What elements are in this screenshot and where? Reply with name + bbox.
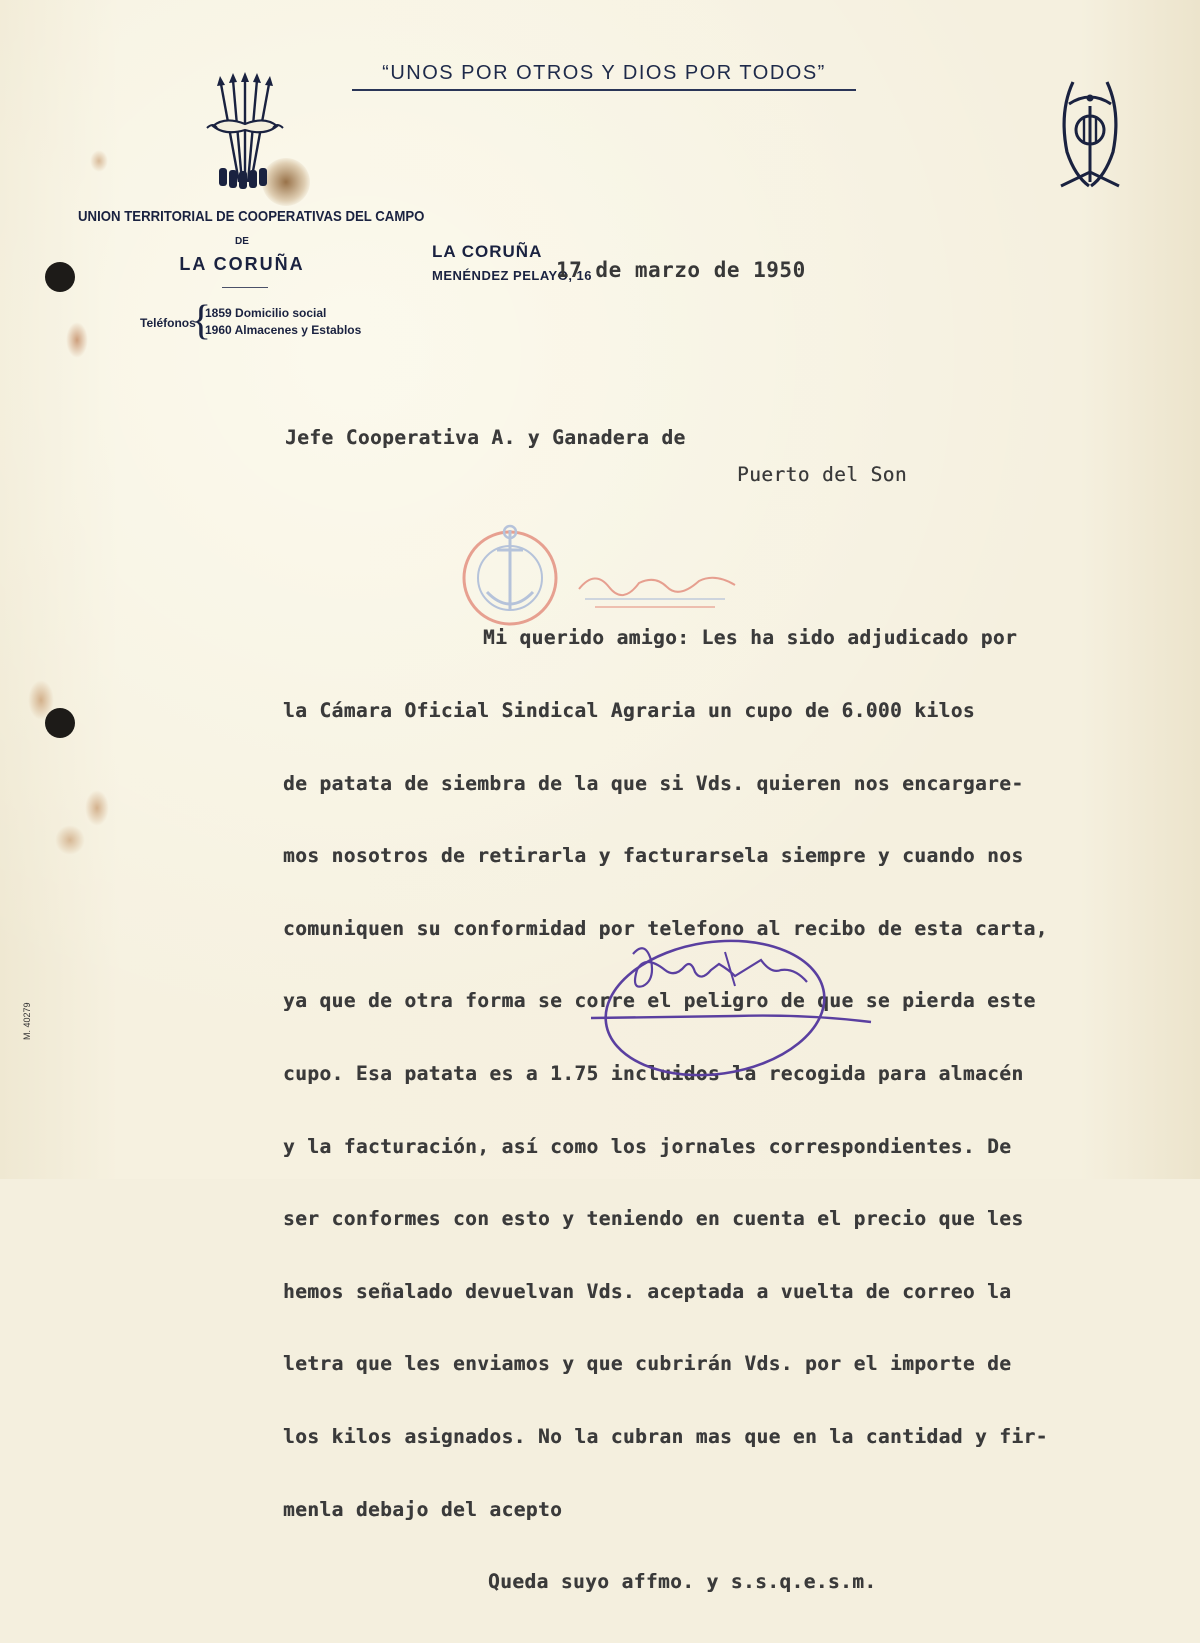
- body-line: de patata de siembra de la que si Vds. quieren nos encargare-: [283, 771, 1024, 795]
- body-line: mos nosotros de retirarla y facturarsela siempre y cuando nos: [283, 844, 1024, 868]
- stain: [28, 680, 54, 720]
- phone-2: 1960 Almacenes y Establos: [205, 323, 362, 337]
- body-line: letra que les enviamos y que cubrirán Vds. por el importe de: [283, 1352, 1012, 1376]
- organization-name: UNION TERRITORIAL DE COOPERATIVAS DEL CAMPO: [78, 208, 425, 225]
- address-street: MENÉNDEZ PELAYO, 16: [432, 268, 593, 283]
- closing-line: Queda suyo affmo. y s.s.q.e.s.m.: [488, 1570, 877, 1594]
- phones-brace: {: [191, 298, 212, 344]
- yoke-and-arrows-emblem: [205, 70, 285, 192]
- address-city: LA CORUÑA: [432, 242, 543, 261]
- print-code: M. 40279: [22, 1002, 32, 1040]
- recipient-line-1: Jefe Cooperativa A. y Ganadera de: [285, 426, 686, 449]
- stain: [66, 322, 88, 358]
- recipient-line-2: Puerto del Son: [737, 463, 907, 486]
- organization-city: LA CORUÑA: [179, 254, 305, 274]
- body-line: ya que de otra forma se corre el peligro de que se pierda este: [283, 989, 1036, 1013]
- body-line: cupo. Esa patata es a 1.75 incluidos la recogida para almacén: [283, 1061, 1024, 1085]
- signature: [585, 930, 885, 1090]
- body-line: la Cámara Oficial Sindical Agraria un cupo de 6.000 kilos: [283, 699, 975, 722]
- body-line: Mi querido amigo: Les ha sido adjudicado por: [483, 626, 1018, 650]
- letterhead-motto: “UNOS POR OTROS Y DIOS POR TODOS”: [352, 62, 856, 91]
- punch-hole-top: [45, 262, 75, 292]
- body-line: comuniquen su conformidad por telefono al recibo de esta carta,: [283, 916, 1048, 940]
- body-line: hemos señalado devuelvan Vds. aceptada a vuelta de correo la: [283, 1279, 1012, 1303]
- body-line: y la facturación, así como los jornales correspondientes. De: [283, 1134, 1012, 1158]
- phones-label: Teléfonos: [140, 316, 196, 330]
- cooperative-emblem: [1055, 72, 1125, 194]
- body-line: menla debajo del acepto: [283, 1497, 563, 1521]
- stain: [85, 790, 109, 826]
- letter-date: 17 de marzo de 1950: [556, 258, 806, 282]
- body-line: ser conformes con esto y teniendo en cuenta el precio que les: [283, 1207, 1024, 1231]
- phone-1: 1859 Domicilio social: [205, 306, 327, 320]
- divider: [222, 287, 268, 288]
- body-line: los kilos asignados. No la cubran mas que en la cantidad y fir-: [283, 1424, 1048, 1448]
- stain: [90, 150, 108, 172]
- letter-body: [283, 578, 1048, 1643]
- stain: [55, 825, 85, 855]
- organization-connector: DE: [235, 236, 249, 247]
